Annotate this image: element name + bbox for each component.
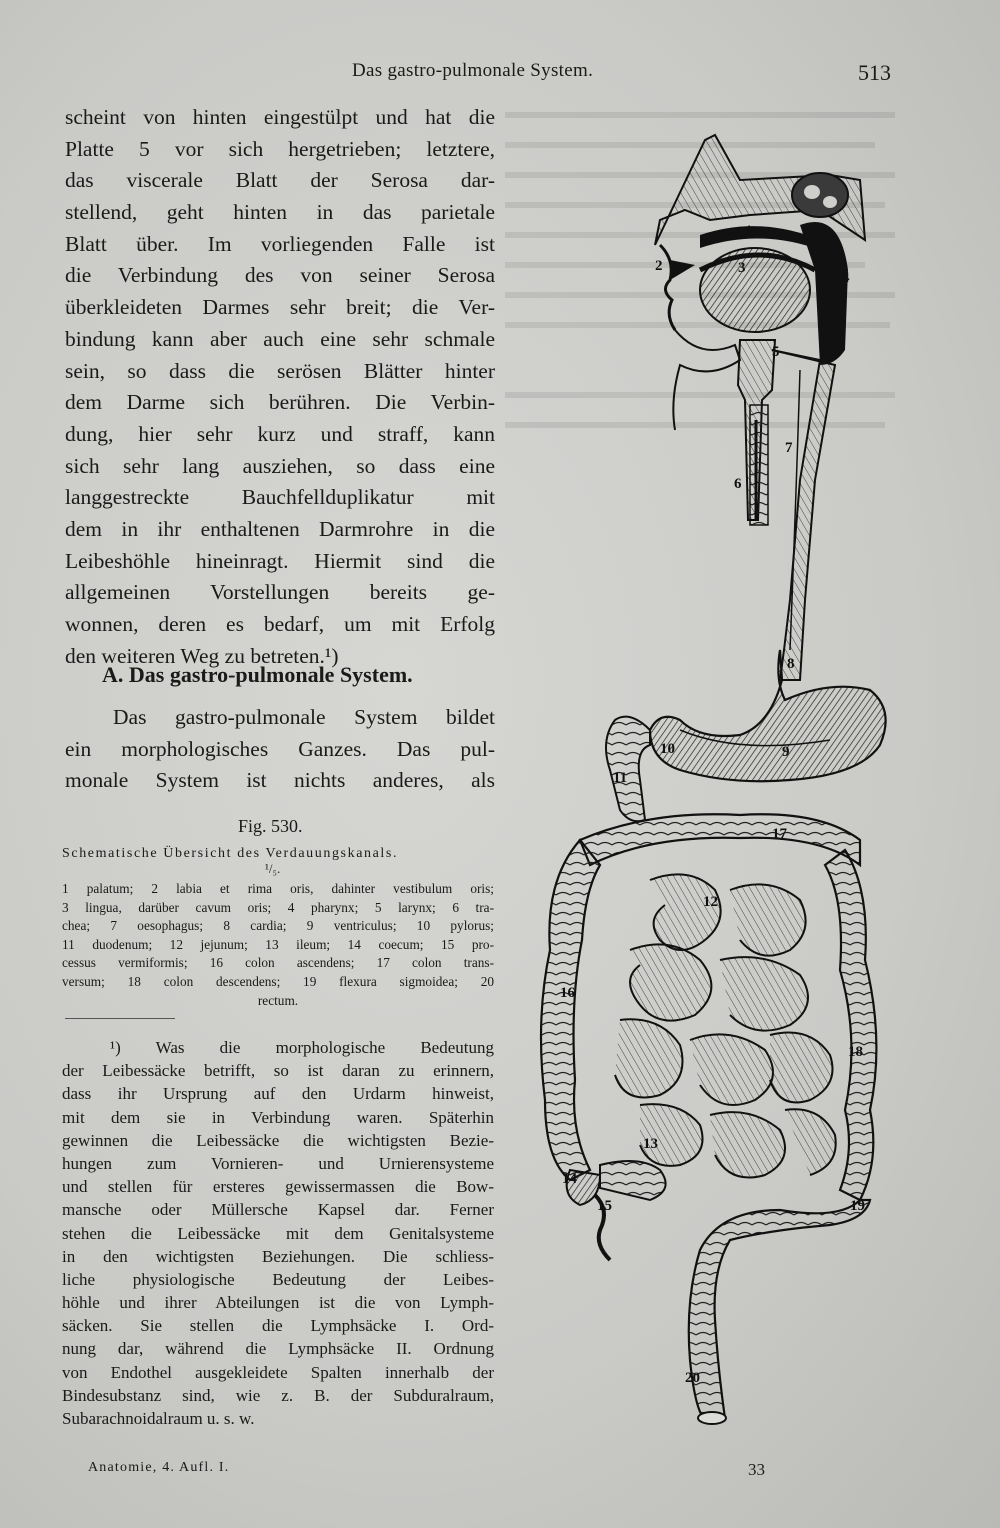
body-line: dem in ihr enthaltenen Darmrohre in die xyxy=(65,516,495,541)
body-line: wonnen, deren es bedarf, um mit Erfolg xyxy=(65,612,495,636)
footnote-line: dass ihr Ursprung auf den Urdarm hinweist, xyxy=(62,1084,494,1104)
body-line: das viscerale Blatt der Serosa dar- xyxy=(65,168,495,193)
label-12: 12 xyxy=(703,894,718,910)
body-line: Blatt über. Im vorliegenden Falle ist xyxy=(65,231,495,256)
footnote-line: mansche oder Müllersche Kapsel dar. Ferner xyxy=(62,1200,494,1220)
legend-line: 3 lingua, darüber cavum oris; 4 pharynx; 5 larynx; 6 tra- xyxy=(62,899,494,915)
footer-signature-number: 33 xyxy=(748,1460,765,1479)
figure-scale: ¹/₅. xyxy=(265,861,281,876)
legend-line: cessus vermiformis; 16 colon ascendens; 17 colon trans- xyxy=(62,955,494,971)
footnote-line: nung dar, während die Lymphsäcke II. Ordnung xyxy=(62,1339,494,1359)
footnote-line: mit dem sie in Verbindung waren. Späterhin xyxy=(62,1107,494,1127)
body-line: den weiteren Weg zu betreten.¹) xyxy=(65,643,339,668)
small-intestine xyxy=(600,874,836,1200)
section-line: ein morphologisches Ganzes. Das pul- xyxy=(65,736,495,761)
label-17: 17 xyxy=(772,826,787,842)
footnote-line: säcken. Sie stellen die Lymphsäcke I. Ord- xyxy=(62,1316,494,1336)
body-paragraph xyxy=(65,102,495,672)
oesophagus xyxy=(772,350,835,680)
footnote xyxy=(62,1036,494,1430)
body-line: überkleideten Darmes sehr breit; die Ver- xyxy=(65,295,495,320)
footnote-line: gewinnen die Leibessäcke die wichtigsten Bezie- xyxy=(62,1130,494,1150)
footnote-line: der Leibessäcke betrifft, so ist daran zu erinnern, xyxy=(62,1061,494,1081)
legend-line: chea; 7 oesophagus; 8 cardia; 9 ventriculus; 10 pylorus; xyxy=(62,918,494,934)
body-line: scheint von hinten eingestülpt und hat die xyxy=(65,105,495,129)
footnote-line: hungen zum Vornieren- und Urnierensysteme xyxy=(62,1153,494,1173)
label-20: 20 xyxy=(685,1370,700,1386)
section-heading: A. Das gastro-pulmonale System. xyxy=(102,662,413,687)
section-line: Das gastro-pulmonale System bildet xyxy=(113,705,495,729)
body-line: dem Darme sich berühren. Die Verbin- xyxy=(65,390,495,415)
label-18: 18 xyxy=(848,1044,863,1060)
label-10: 10 xyxy=(660,741,675,757)
body-line: sich sehr lang ausziehen, so dass eine xyxy=(65,453,495,478)
body-line: Leibeshöhle hineinragt. Hiermit sind die xyxy=(65,548,495,573)
page-number: 513 xyxy=(858,60,891,85)
body-line: langgestreckte Bauchfellduplikatur mit xyxy=(65,485,495,510)
footnote-line: und stellen für ersteres gewissermassen die Bow- xyxy=(62,1177,494,1197)
stomach xyxy=(650,650,886,781)
body-line: allgemeinen Vorstellungen bereits ge- xyxy=(65,580,495,605)
footer-book-title: Anatomie, 4. Aufl. I. xyxy=(88,1460,230,1475)
label-1: 1 xyxy=(745,223,753,239)
section-paragraph xyxy=(65,702,495,797)
body-line: sein, so dass die serösen Blätter hinter xyxy=(65,358,495,383)
label-7: 7 xyxy=(785,440,793,456)
label-3: 3 xyxy=(738,260,746,276)
label-14: 14 xyxy=(562,1171,577,1187)
footnote-line: Bindesubstanz sind, wie z. B. der Subduralraum, xyxy=(62,1385,494,1405)
legend-line: rectum. xyxy=(257,992,299,1008)
label-9: 9 xyxy=(782,744,790,760)
footnote-line: stehen die Leibessäcke mit dem Genitalsysteme xyxy=(62,1223,494,1243)
label-11: 11 xyxy=(613,770,628,786)
footnote-line: liche physiologische Bedeutung der Leibes- xyxy=(62,1269,494,1289)
label-15: 15 xyxy=(597,1198,612,1214)
legend-line: 11 duodenum; 12 jejunum; 13 ileum; 14 coecum; 15 pro- xyxy=(62,936,494,952)
body-line: dung, hier sehr kurz und straff, kann xyxy=(65,421,495,446)
footnote-line: Subarachnoidalraum u. s. w. xyxy=(62,1409,255,1428)
label-19: 19 xyxy=(850,1198,865,1214)
footnote-line: von Endothel ausgekleidete Spalten innerhalb der xyxy=(62,1362,494,1382)
label-13: 13 xyxy=(643,1136,658,1152)
label-4: 4 xyxy=(842,270,850,286)
label-16: 16 xyxy=(560,985,575,1001)
label-5: 5 xyxy=(772,344,780,360)
body-line: bindung kann aber auch eine sehr schmale xyxy=(65,326,495,351)
figure-legend xyxy=(62,880,494,1010)
figure-title: Fig. 530. xyxy=(238,816,303,836)
duodenum xyxy=(606,717,650,822)
footnote-line: ¹) Was die morphologische Bedeutung xyxy=(110,1038,494,1057)
running-header: Das gastro-pulmonale System. xyxy=(352,60,594,81)
section-line: monale System ist nichts anderes, als xyxy=(65,768,495,792)
label-6: 6 xyxy=(734,476,742,492)
footnote-line: in den wichtigsten Beziehungen. Die schliess- xyxy=(62,1246,494,1266)
larynx-trachea xyxy=(738,340,775,525)
footnote-divider xyxy=(65,1018,175,1019)
legend-line: 1 palatum; 2 labia et rima oris, dahinter vestibulum oris; xyxy=(62,881,494,896)
label-8: 8 xyxy=(787,656,795,672)
figure-subtitle: Schematische Übersicht des Verdauungskanals. xyxy=(62,846,399,861)
body-line: stellend, geht hinten in das parietale xyxy=(65,200,495,225)
footnote-line: höhle und ihrer Abteilungen ist die von Lymph- xyxy=(62,1293,494,1313)
digestive-tract-illustration xyxy=(500,120,930,1440)
label-2: 2 xyxy=(655,258,663,274)
legend-line: versum; 18 colon descendens; 19 flexura sigmoidea; 20 xyxy=(62,973,494,989)
body-line: die Verbindung des von seiner Serosa xyxy=(65,263,495,288)
body-line: Platte 5 vor sich hergetrieben; letztere, xyxy=(65,136,495,161)
